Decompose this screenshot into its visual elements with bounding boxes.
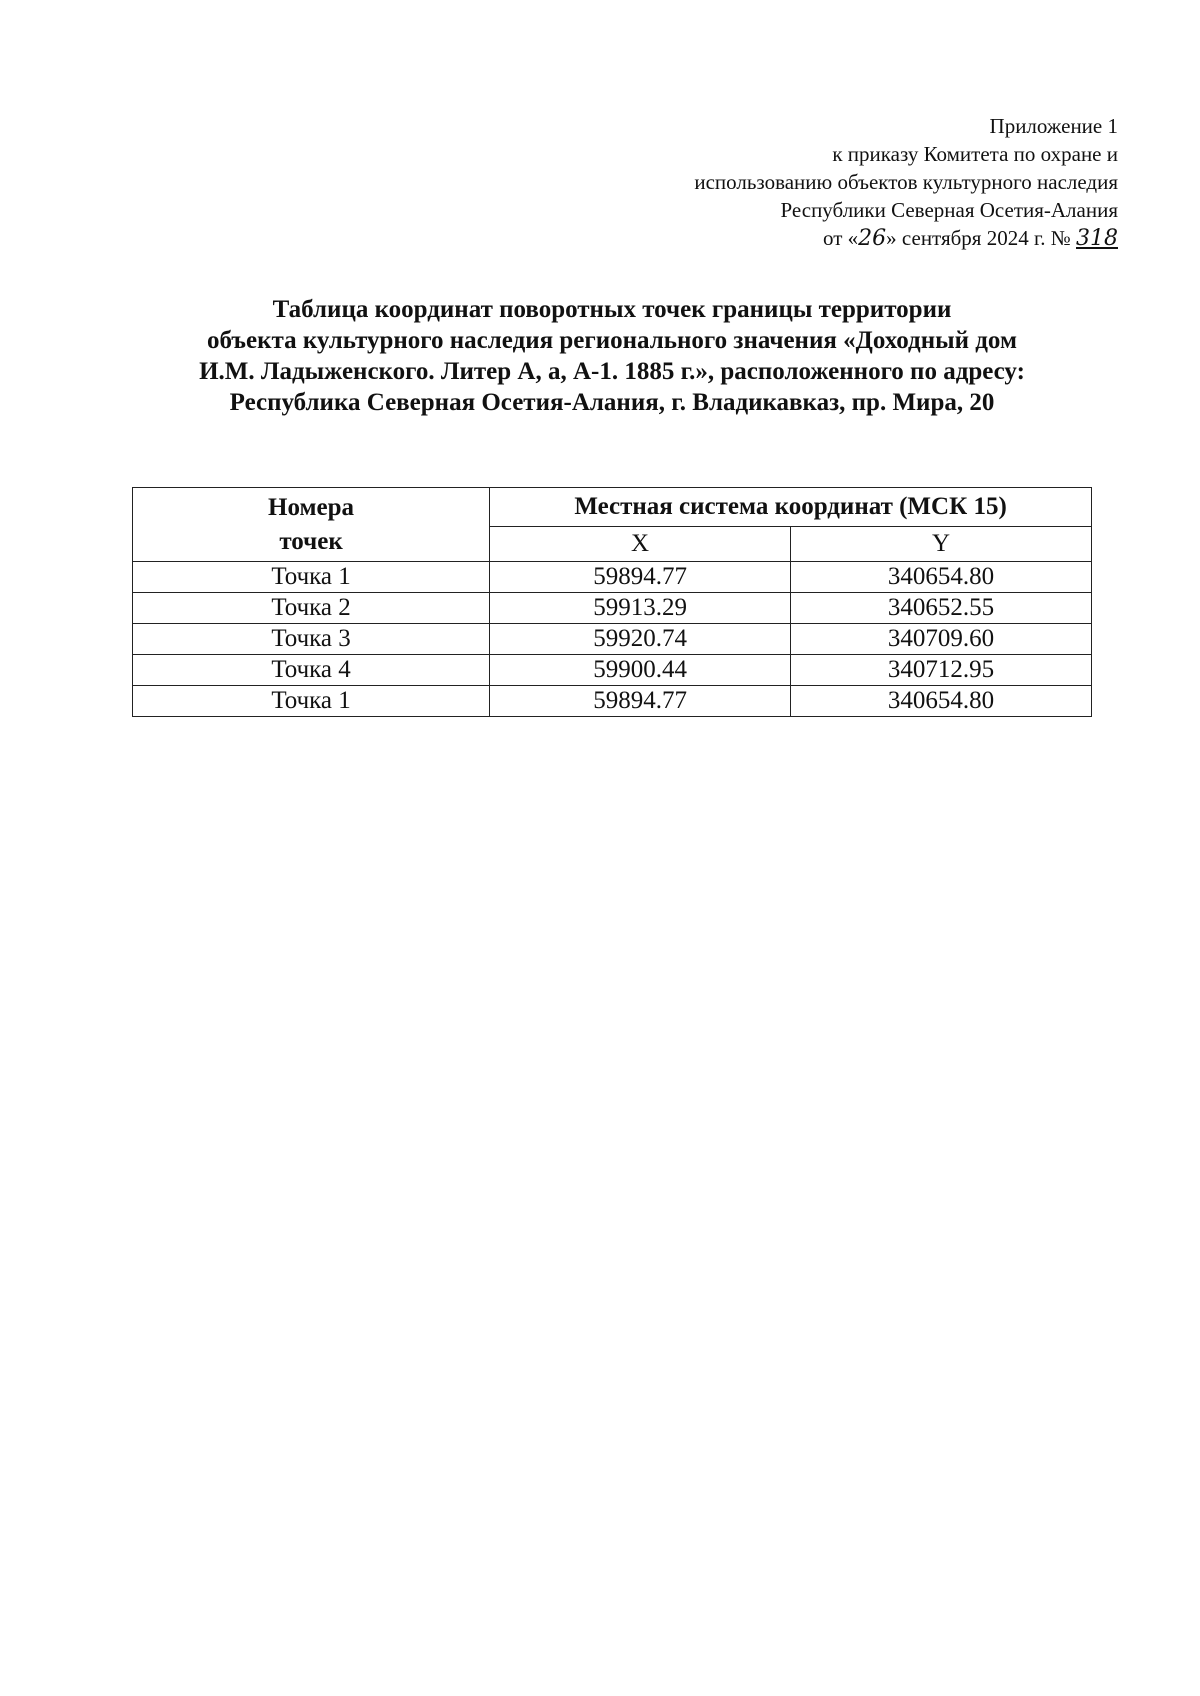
- cell-x: 59894.77: [490, 686, 791, 717]
- title-line-1: Таблица координат поворотных точек границы территории: [272, 296, 952, 323]
- cell-point: Точка 1: [133, 562, 490, 593]
- appendix-number: Приложение 1: [989, 114, 1118, 138]
- appendix-committee: использованию объектов культурного наследия: [694, 170, 1118, 194]
- order-number-handwritten: 318: [1076, 226, 1118, 251]
- appendix-date-line: [558, 224, 1118, 253]
- cell-x: 59920.74: [490, 624, 791, 655]
- title-line-4: Республика Северная Осетия-Алания, г. Владикавказ, пр. Мира, 20: [229, 389, 995, 416]
- cell-x: 59913.29: [490, 593, 791, 624]
- appendix-republic: Республики Северная Осетия-Алания: [780, 198, 1118, 222]
- appendix-header: [558, 112, 1118, 253]
- cell-x: 59894.77: [490, 562, 791, 593]
- header-points-line-2: точек: [279, 527, 343, 555]
- date-day-handwritten: 26: [858, 226, 887, 251]
- table-header-row-1: [133, 488, 1092, 527]
- table-row: [133, 624, 1092, 655]
- appendix-order-ref: к приказу Комитета по охране и: [832, 142, 1118, 166]
- cell-y: 340652.55: [791, 593, 1092, 624]
- date-prefix: от «: [823, 226, 859, 250]
- cell-point: Точка 1: [133, 686, 490, 717]
- cell-y: 340712.95: [791, 655, 1092, 686]
- table-row: [133, 593, 1092, 624]
- cell-x: 59900.44: [490, 655, 791, 686]
- title-line-3: И.М. Ладыженского. Литер А, а, А-1. 1885 г.», расположенного по адресу:: [199, 358, 1025, 385]
- header-points-line-1: Номера: [268, 493, 355, 521]
- title-line-2: объекта культурного наследия регионального значения «Доходный дом: [207, 327, 1017, 354]
- cell-point: Точка 4: [133, 655, 490, 686]
- header-coordinate-system: Местная система координат (МСК 15): [490, 488, 1092, 527]
- cell-y: 340654.80: [791, 686, 1092, 717]
- table-row: [133, 562, 1092, 593]
- coordinates-table: [132, 487, 1092, 717]
- cell-point: Точка 2: [133, 593, 490, 624]
- table-row: [133, 655, 1092, 686]
- document-title: [132, 294, 1092, 418]
- cell-y: 340654.80: [791, 562, 1092, 593]
- header-y: Y: [791, 527, 1092, 562]
- table-row: [133, 686, 1092, 717]
- header-x: X: [490, 527, 791, 562]
- date-middle: » сентября 2024 г. №: [886, 226, 1071, 250]
- cell-y: 340709.60: [791, 624, 1092, 655]
- cell-point: Точка 3: [133, 624, 490, 655]
- header-points: [133, 488, 490, 562]
